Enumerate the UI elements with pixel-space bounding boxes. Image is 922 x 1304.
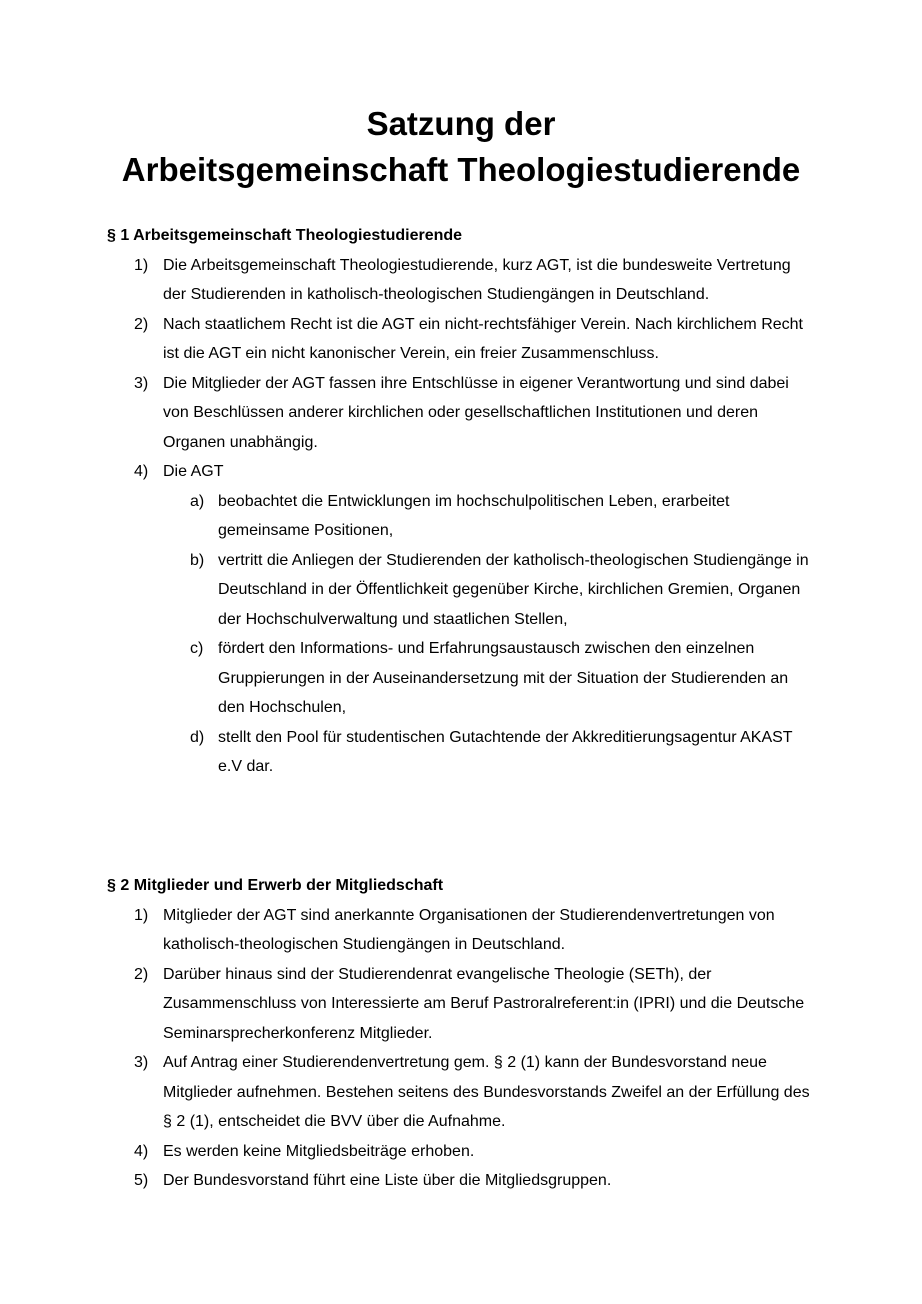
subitem-text: stellt den Pool für studentischen Gutachtende der Akkreditierungsagentur AKAST e.V dar. (218, 728, 793, 775)
document-title-line-2: Arbeitsgemeinschaft Theologiestudierende (121, 151, 801, 188)
item-text: Mitglieder der AGT sind anerkannte Organisationen der Studierendenvertretungen von katholisch-theologischen Studiengängen in Deutschland. (163, 906, 775, 953)
section-heading: § 1 Arbeitsgemeinschaft Theologiestudierende (107, 227, 463, 244)
item-number: 1) (134, 256, 149, 274)
list-item (107, 251, 827, 310)
item-number: 3) (134, 1054, 149, 1071)
document-title-line-1: Satzung der (366, 105, 556, 142)
list-item (107, 369, 827, 458)
item-text: Auf Antrag einer Studierendenvertretung gem. § 2 (1) kann der Bundesvorstand neue Mitglieder aufnehmen. Bestehen seitens des Bundesvorstands Zweifel an der Erfüllung des § 2 (1), entscheidet die BVV über die Aufnahme. (163, 1054, 810, 1130)
item-text: Der Bundesvorstand führt eine Liste über die Mitgliedsgruppen. (163, 1172, 612, 1189)
item-number: 5) (134, 1172, 149, 1189)
subitem-letter: d) (190, 728, 205, 746)
item-text: Die AGT (163, 463, 224, 480)
item-text: Die Arbeitsgemeinschaft Theologiestudierende, kurz AGT, ist die bundesweite Vertretung der Studierenden in katholisch-theologischen Studiengängen in Deutschland. (163, 256, 791, 303)
item-number: 1) (134, 906, 149, 924)
item-text: Nach staatlichem Recht ist die AGT ein nicht-rechtsfähiger Verein. Nach kirchlichem Recht ist die AGT ein nicht kanonischer Verein, ein freier Zusammenschluss. (163, 315, 803, 362)
subitem-letter: c) (190, 640, 204, 657)
section-1 (107, 221, 827, 782)
subitem-text: beobachtet die Entwicklungen im hochschulpolitischen Leben, erarbeitet gemeinsame Positionen, (218, 492, 730, 539)
sub-list-item (107, 723, 827, 782)
list-item (107, 310, 827, 369)
list-item (107, 901, 827, 960)
item-text: Die Mitglieder der AGT fassen ihre Entschlüsse in eigener Verantwortung und sind dabei von Beschlüssen anderer kirchlichen oder gesellschaftlichen Institutionen und deren Organen unabhängig. (163, 374, 789, 451)
item-number: 4) (134, 1142, 149, 1160)
section-heading: § 2 Mitglieder und Erwerb der Mitgliedschaft (107, 877, 444, 894)
subitem-letter: b) (190, 551, 205, 569)
item-text: Es werden keine Mitgliedsbeiträge erhoben. (163, 1142, 475, 1160)
list-item (107, 1137, 827, 1167)
sub-list-item (107, 546, 827, 635)
subitem-text: fördert den Informations- und Erfahrungsaustausch zwischen den einzelnen Gruppierungen in der Auseinandersetzung mit der Situation der Studierenden an den Hochschulen, (218, 640, 789, 716)
subitem-text: vertritt die Anliegen der Studierenden der katholisch-theologischen Studiengänge in Deutschland in der Öffentlichkeit gegenüber Kirche, kirchlichen Gremien, Organen der Hochschulverwaltung und staatlichen Stellen, (218, 551, 809, 628)
section-2 (107, 871, 827, 1196)
list-item (107, 1048, 827, 1137)
sub-list-item (107, 487, 827, 546)
list-item (107, 457, 827, 487)
sub-list-item (107, 634, 827, 723)
item-number: 4) (134, 463, 149, 480)
item-text: Darüber hinaus sind der Studierendenrat evangelische Theologie (SETh), der Zusammenschluss von Interessierte am Beruf Pastroralreferent:in (IPRI) und die Deutsche Seminarsprecherkonferenz Mitglieder. (163, 965, 805, 1042)
item-number: 2) (134, 965, 149, 983)
item-number: 3) (134, 374, 149, 392)
list-item (107, 1166, 827, 1196)
subitem-letter: a) (190, 492, 205, 510)
list-item (107, 960, 827, 1049)
item-number: 2) (134, 315, 149, 333)
